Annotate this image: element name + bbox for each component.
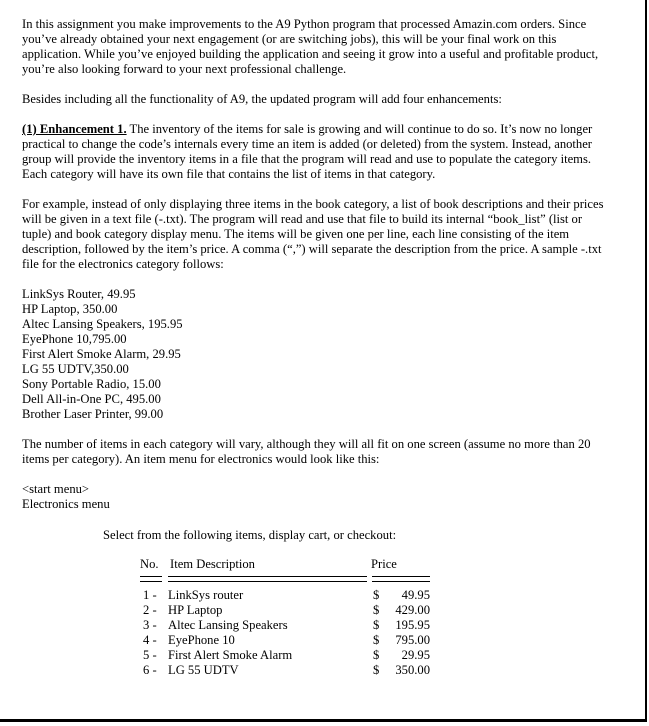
header-price: Price — [371, 557, 397, 571]
table-row — [140, 633, 440, 648]
item-price: 29.95 — [401, 648, 430, 662]
sample-line: Altec Lansing Speakers, 195.95 — [22, 317, 183, 331]
currency-symbol: $ — [373, 663, 380, 677]
sample-line: LG 55 UDTV,350.00 — [22, 362, 129, 376]
sample-file-listing — [22, 287, 612, 422]
item-number: 3 - — [143, 618, 157, 632]
item-price: 350.00 — [395, 663, 430, 677]
document-body — [22, 17, 612, 512]
enhancements-paragraph: Besides including all the functionality of A9, the updated program will add four enhancements: — [22, 92, 502, 106]
sample-line: HP Laptop, 350.00 — [22, 302, 118, 316]
sample-line: Sony Portable Radio, 15.00 — [22, 377, 161, 391]
sample-line: First Alert Smoke Alarm, 29.95 — [22, 347, 181, 361]
enhancement-1-text: The inventory of the items for sale is growing and will continue to do so. It’s now no longer practical to change the code’s internals every time an item is added (or deleted) from the system. Instead, another group will provide the inventory items in a file that the program will read and use to populate the category items. Each category will have its own file that contains the list of items in that category. — [22, 122, 593, 181]
menu-heading — [22, 482, 612, 512]
item-description: EyePhone 10 — [168, 633, 235, 647]
item-description: Altec Lansing Speakers — [168, 618, 288, 632]
currency-symbol: $ — [373, 618, 380, 632]
header-description: Item Description — [170, 557, 255, 571]
sample-line: LinkSys Router, 49.95 — [22, 287, 136, 301]
item-price: 49.95 — [401, 588, 430, 602]
item-number: 2 - — [143, 603, 157, 617]
enhancement-1-paragraph — [22, 122, 612, 182]
item-number: 4 - — [143, 633, 157, 647]
sample-line: Dell All-in-One PC, 495.00 — [22, 392, 161, 406]
header-rule-price — [372, 576, 430, 582]
menu-prompt: Select from the following items, display cart, or checkout: — [103, 528, 397, 542]
header-rule-no — [140, 576, 162, 582]
table-row — [140, 648, 440, 663]
table-row — [140, 588, 440, 603]
header-rule-description — [168, 576, 367, 582]
currency-symbol: $ — [373, 588, 380, 602]
table-row — [140, 663, 440, 678]
item-price: 795.00 — [395, 633, 430, 647]
start-menu-tag: <start menu> — [22, 482, 90, 496]
item-price: 429.00 — [395, 603, 430, 617]
intro-paragraph: In this assignment you make improvements to the A9 Python program that processed Amazin.com orders. Since you’ve already obtained your next engagement (or are switching jobs), this will be your final work on this application. While you’ve enjoyed building the application and seeing it grow into a useful and profitable product, you’re also looking forward to your next professional challenge. — [22, 17, 599, 76]
item-description: LG 55 UDTV — [168, 663, 239, 677]
sample-line: Brother Laser Printer, 99.00 — [22, 407, 164, 421]
item-description: First Alert Smoke Alarm — [168, 648, 293, 662]
item-description: LinkSys router — [168, 588, 244, 602]
menu-title: Electronics menu — [22, 497, 110, 511]
currency-symbol: $ — [373, 648, 380, 662]
item-number: 6 - — [143, 663, 157, 677]
enhancement-1-label: (1) Enhancement 1. — [22, 122, 127, 136]
item-description: HP Laptop — [168, 603, 223, 617]
item-count-paragraph: The number of items in each category will vary, although they will all fit on one screen (assume no more than 20 items per category). An item menu for electronics would look like this: — [22, 437, 591, 466]
currency-symbol: $ — [373, 633, 380, 647]
item-number: 1 - — [143, 588, 157, 602]
currency-symbol: $ — [373, 603, 380, 617]
example-paragraph: For example, instead of only displaying three items in the book category, a list of book descriptions and their prices will be given in a text file (-.txt). The program will read and use that file to build its internal “book_list” (list or tuple) and book category display menu. The items will be given one per line, each line consisting of the item description, followed by the item’s price. A comma (“,”) will separate the description from the price. A sample -.txt file for the electronics category follows: — [22, 197, 604, 271]
table-row — [140, 618, 440, 633]
item-price: 195.95 — [395, 618, 430, 632]
item-number: 5 - — [143, 648, 157, 662]
header-no: No. — [140, 557, 159, 571]
sample-line: EyePhone 10,795.00 — [22, 332, 127, 346]
table-row — [140, 603, 440, 618]
menu-rows — [140, 588, 440, 678]
